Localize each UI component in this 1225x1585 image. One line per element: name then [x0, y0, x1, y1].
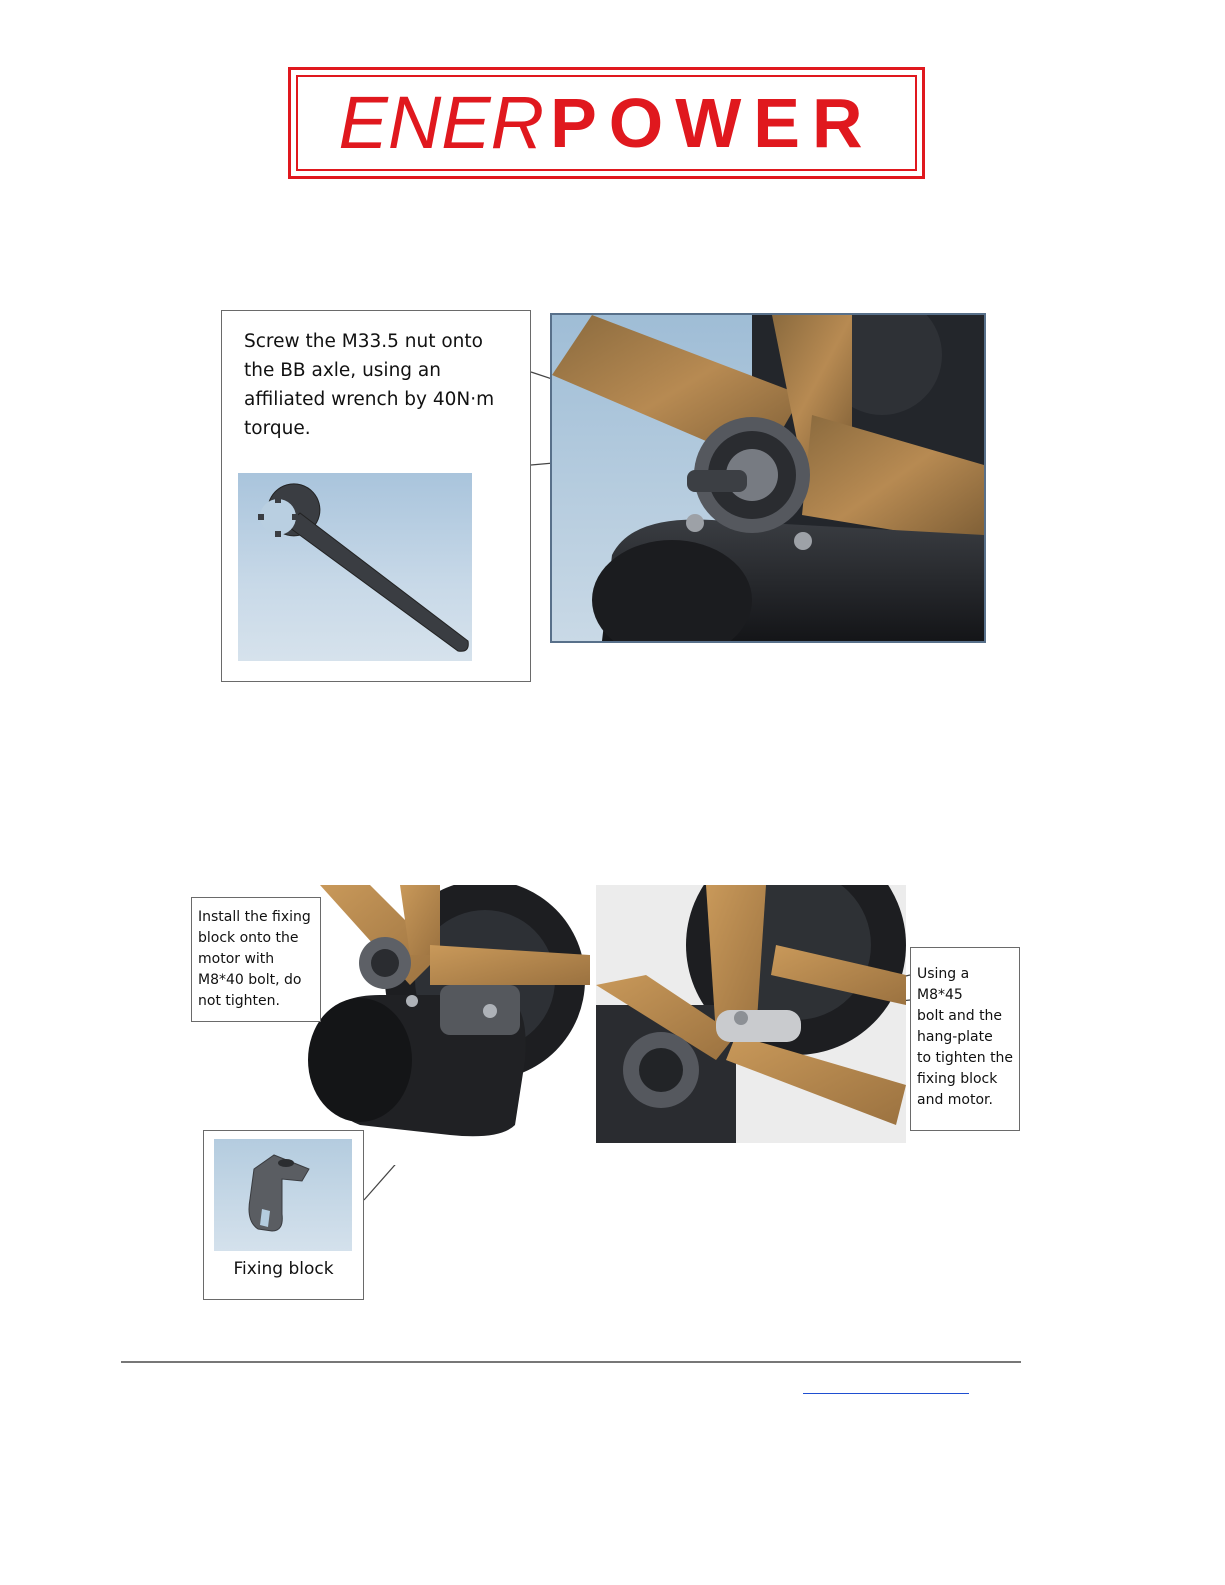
- wrench-icon: [238, 473, 472, 661]
- tighten-hang-plate-callout: [910, 947, 1020, 1131]
- fixing-block-illustration: [214, 1139, 352, 1251]
- footer-divider: [121, 1361, 1021, 1363]
- photo-hang-plate-tighten: [596, 885, 906, 1143]
- logo-text-power: POWER: [550, 84, 875, 162]
- install-fixing-block-text: Install the fixing block onto the motor with M8*40 bolt, do not tighten.: [198, 909, 311, 1009]
- step1-instruction-text: Screw the M33.5 nut onto the BB axle, using an affiliated wrench by 40N·m torque.: [244, 331, 495, 439]
- photo-bb-nut-install: [550, 313, 986, 643]
- fixing-block-part-callout: [203, 1130, 364, 1300]
- logo-text-ener: ENER: [338, 81, 545, 164]
- footer-link-underline[interactable]: [803, 1393, 969, 1394]
- fixing-block-caption: Fixing block: [233, 1259, 334, 1279]
- install-fixing-block-callout: [191, 897, 321, 1022]
- step1-callout: [221, 310, 531, 682]
- photo-fixing-block-install: [300, 885, 590, 1165]
- wrench-illustration: [238, 473, 472, 661]
- tighten-hang-plate-text: Using a M8*45 bolt and the hang-plate to tighten the fixing block and motor.: [917, 966, 1014, 1108]
- fixing-block-icon: [214, 1139, 352, 1251]
